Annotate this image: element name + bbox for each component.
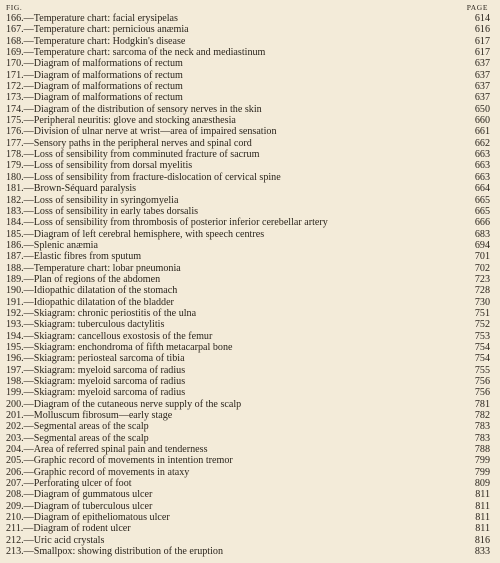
figure-title: Diagram of malformations of rectum (33, 69, 183, 81)
figure-number: 205. (6, 455, 24, 467)
figure-number: 179. (6, 160, 24, 172)
list-item (6, 433, 492, 444)
figure-entry-text: 188.—Temperature chart: lobar pneumonia (6, 262, 181, 274)
figure-number: 184. (6, 217, 24, 229)
figure-title: Area of referred spinal pain and tenderness (33, 444, 208, 456)
figure-title: Temperature chart: Hodgkin's disease (33, 35, 186, 47)
figure-number: 178. (6, 149, 24, 161)
figure-entry-text: 187.—Elastic fibres from sputum (6, 251, 142, 263)
list-item (6, 421, 492, 432)
page-number: 650 (474, 103, 490, 115)
figure-title: Plan of regions of the abdomen (33, 273, 161, 285)
figure-title: Temperature chart: pernicious anæmia (33, 24, 189, 36)
page-number: 754 (474, 353, 490, 365)
list-item (6, 387, 492, 398)
figure-number: 212. (6, 534, 24, 546)
figure-entry-text: 166.—Temperature chart: facial erysipelas (6, 13, 178, 24)
list-item (6, 444, 492, 455)
figure-title: Skiagram: chronic periostitis of the ulna (33, 307, 197, 319)
figure-number: 180. (6, 171, 24, 183)
figure-entry-text: 197.—Skiagram: myeloid sarcoma of radius (6, 364, 186, 376)
page-number: 701 (474, 251, 490, 263)
figure-title: Temperature chart: lobar pneumonia (33, 262, 181, 274)
page-number: 781 (474, 398, 490, 410)
figure-number: 207. (6, 478, 24, 490)
figure-title: Elastic fibres from sputum (33, 251, 142, 263)
figure-number: 191. (6, 296, 24, 308)
figure-entry-text: 176.—Division of ulnar nerve at wrist—area of impaired sensation (6, 126, 277, 138)
figure-title: Skiagram: myeloid sarcoma of radius (33, 364, 186, 376)
page-number: 756 (474, 376, 490, 387)
list-item (6, 92, 492, 103)
figure-title: Skiagram: myeloid sarcoma of radius (33, 376, 186, 387)
figure-number: 188. (6, 262, 24, 274)
figure-entry-text: 202.—Segmental areas of the scalp (6, 421, 149, 433)
figure-number: 203. (6, 432, 24, 444)
figure-title: Diagram of gummatous ulcer (33, 489, 153, 501)
page-number: 753 (474, 330, 490, 342)
figure-title: Temperature chart: facial erysipelas (33, 13, 178, 24)
figure-title: Loss of sensibility in early tabes dorsalis (33, 205, 199, 217)
figure-title: Idiopathic dilatation of the bladder (33, 296, 174, 308)
list-item (6, 149, 492, 160)
figure-title: Smallpox: showing distribution of the eruption (33, 546, 224, 558)
figure-number: 196. (6, 353, 24, 365)
list-item (6, 399, 492, 410)
figure-number: 176. (6, 126, 24, 138)
page-number: 723 (474, 273, 490, 285)
figure-title: Idiopathic dilatation of the stomach (33, 285, 178, 297)
list-item (6, 24, 492, 35)
page-number: 756 (474, 387, 490, 399)
page-number: 799 (474, 466, 490, 478)
figure-number: 170. (6, 58, 24, 70)
figure-number: 198. (6, 376, 24, 387)
list-item (6, 13, 492, 24)
figure-title: Loss of sensibility from dorsal myelitis (33, 160, 193, 172)
list-item (6, 410, 492, 421)
figure-number: 202. (6, 421, 24, 433)
page-number: 663 (474, 149, 490, 161)
page-number: 783 (474, 432, 490, 444)
list-item (6, 172, 492, 183)
list-item (6, 319, 492, 330)
figure-number: 167. (6, 24, 24, 36)
figure-number: 169. (6, 47, 24, 59)
figure-entry-text: 191.—Idiopathic dilatation of the bladder (6, 296, 174, 308)
figure-title: Diagram of left cerebral hemisphere, with speech centres (33, 228, 265, 240)
figure-title: Diagram of rodent ulcer (33, 523, 131, 535)
list-item (6, 263, 492, 274)
page-number: 663 (474, 171, 490, 183)
figure-title: Diagram of malformations of rectum (33, 81, 183, 93)
figure-title: Graphic record of movements in ataxy (33, 466, 190, 478)
page-column-label: PAGE (466, 3, 488, 12)
page-number: 811 (475, 523, 490, 535)
page-number: 637 (474, 81, 490, 93)
figure-number: 195. (6, 341, 24, 353)
figure-number: 171. (6, 69, 24, 81)
list-item (6, 467, 492, 478)
figure-number: 166. (6, 13, 24, 24)
figure-entry-text: 189.—Plan of regions of the abdomen (6, 273, 161, 285)
page-number: 617 (474, 35, 490, 47)
figure-entry-text: 190.—Idiopathic dilatation of the stomach (6, 285, 178, 297)
figure-number: 182. (6, 194, 24, 206)
page-number: 665 (474, 205, 490, 217)
list-item (6, 331, 492, 342)
list-item (6, 274, 492, 285)
figure-number: 208. (6, 489, 24, 501)
figure-number: 189. (6, 273, 24, 285)
page-number: 617 (474, 47, 490, 59)
fig-column-label: FIG. (6, 3, 23, 12)
list-item (6, 138, 492, 149)
page-number: 752 (474, 319, 490, 331)
figure-title: Diagram of tuberculous ulcer (33, 500, 153, 512)
figure-entry-text: 204.—Area of referred spinal pain and tenderness (6, 444, 208, 456)
page-number: 660 (474, 115, 490, 127)
figure-entry-text: 206.—Graphic record of movements in ataxy (6, 466, 190, 478)
page-number: 683 (474, 228, 490, 240)
figure-title: Loss of sensibility from comminuted fracture of sacrum (33, 149, 260, 161)
figure-number: 192. (6, 307, 24, 319)
figure-entry-text: 198.—Skiagram: myeloid sarcoma of radius (6, 376, 186, 387)
figure-entry-text: 196.—Skiagram: periosteal sarcoma of tibia (6, 353, 185, 365)
figure-entry-text: 212.—Uric acid crystals (6, 534, 105, 546)
figure-title: Sensory paths in the peripheral nerves and spinal cord (33, 137, 252, 149)
figure-number: 194. (6, 330, 24, 342)
list-item (6, 501, 492, 512)
figure-title: Perforating ulcer of foot (33, 478, 132, 490)
list-item (6, 104, 492, 115)
figure-entry-text: 179.—Loss of sensibility from dorsal myelitis (6, 160, 193, 172)
page-number: 663 (474, 160, 490, 172)
figure-number: 177. (6, 137, 24, 149)
figure-title: Segmental areas of the scalp (33, 432, 149, 444)
figure-entry-text: 172.—Diagram of malformations of rectum (6, 81, 183, 93)
figure-title: Skiagram: tuberculous dactylitis (33, 319, 165, 331)
figure-number: 181. (6, 183, 24, 195)
figure-number: 197. (6, 364, 24, 376)
page-number: 637 (474, 69, 490, 81)
list-item (6, 36, 492, 47)
list-item (6, 365, 492, 376)
page-number: 833 (474, 546, 490, 558)
list-item (6, 70, 492, 81)
page-number: 799 (474, 455, 490, 467)
figure-number: 186. (6, 239, 24, 251)
figure-entry-text: 178.—Loss of sensibility from comminuted fracture of sacrum (6, 149, 260, 161)
figure-number: 172. (6, 81, 24, 93)
column-header (6, 1, 494, 13)
figure-entry-text: 200.—Diagram of the cutaneous nerve supply of the scalp (6, 398, 242, 410)
page-number: 616 (474, 24, 490, 36)
figure-number: 199. (6, 387, 24, 399)
figure-entry-text: 185.—Diagram of left cerebral hemisphere, with speech centres (6, 228, 265, 240)
figure-entry-text: 167.—Temperature chart: pernicious anæmia (6, 24, 189, 36)
figure-entry-text: 173.—Diagram of malformations of rectum (6, 92, 183, 104)
figure-title: Diagram of malformations of rectum (33, 92, 183, 104)
figure-number: 210. (6, 512, 24, 524)
list-item (6, 183, 492, 194)
figure-entry-text: 183.—Loss of sensibility in early tabes dorsalis (6, 205, 199, 217)
list-item (6, 376, 492, 387)
figure-title: Uric acid crystals (33, 534, 105, 546)
list-item (6, 251, 492, 262)
figure-title: Loss of sensibility from fracture-dislocation of cervical spine (33, 171, 281, 183)
figure-entry-text: 192.—Skiagram: chronic periostitis of the ulna (6, 307, 197, 319)
page-number: 811 (475, 489, 490, 501)
page-number: 637 (474, 58, 490, 70)
figure-title: Skiagram: periosteal sarcoma of tibia (33, 353, 185, 365)
list-item (6, 58, 492, 69)
list-item (6, 297, 492, 308)
page-number: 809 (474, 478, 490, 490)
page-number: 755 (474, 364, 490, 376)
figure-entry-text: 203.—Segmental areas of the scalp (6, 432, 149, 444)
figure-title: Brown-Séquard paralysis (33, 183, 137, 195)
list-item (6, 229, 492, 240)
figure-entry-text: 213.—Smallpox: showing distribution of the eruption (6, 546, 224, 558)
figure-title: Segmental areas of the scalp (33, 421, 149, 433)
figure-number: 174. (6, 103, 24, 115)
figure-entry-text: 193.—Skiagram: tuberculous dactylitis (6, 319, 165, 331)
figure-entry-text: 186.—Splenic anæmia (6, 239, 98, 251)
list-item (6, 195, 492, 206)
figure-title: Loss of sensibility from thrombosis of posterior inferior cerebellar artery (33, 217, 328, 229)
list-item (6, 160, 492, 171)
list-item (6, 535, 492, 546)
figure-entry-text: 175.—Peripheral neuritis: glove and stocking anæsthesia (6, 115, 236, 127)
figure-number: 211. (6, 523, 24, 535)
figure-number: 183. (6, 205, 24, 217)
page-number: 751 (474, 307, 490, 319)
page-number: 728 (474, 285, 490, 297)
page-number: 702 (474, 262, 490, 274)
page-number: 664 (474, 183, 490, 195)
list-item (6, 308, 492, 319)
figure-title: Division of ulnar nerve at wrist—area of impaired sensation (33, 126, 277, 138)
page-number: 614 (474, 13, 490, 24)
figure-number: 175. (6, 115, 24, 127)
figure-number: 187. (6, 251, 24, 263)
figure-number: 201. (6, 410, 24, 422)
figure-entry-text: 195.—Skiagram: enchondroma of fifth metacarpal bone (6, 341, 233, 353)
list-item (6, 546, 492, 557)
list-item (6, 512, 492, 523)
figure-title: Diagram of the cutaneous nerve supply of the scalp (33, 398, 242, 410)
figure-number: 168. (6, 35, 24, 47)
page-number: 783 (474, 421, 490, 433)
figure-entry-text: 194.—Skiagram: cancellous exostosis of the femur (6, 330, 213, 342)
list-item (6, 285, 492, 296)
figure-entry-text: 171.—Diagram of malformations of rectum (6, 69, 183, 81)
page-number: 811 (475, 512, 490, 524)
figure-entry-text: 174.—Diagram of the distribution of sensory nerves in the skin (6, 103, 262, 115)
page-number: 811 (475, 500, 490, 512)
list-item (6, 353, 492, 364)
list-item (6, 478, 492, 489)
figure-title: Splenic anæmia (33, 239, 98, 251)
figure-entry-text: 209.—Diagram of tuberculous ulcer (6, 500, 153, 512)
figure-entry-text: 201.—Molluscum fibrosum—early stage (6, 410, 173, 422)
figure-title: Molluscum fibrosum—early stage (33, 410, 173, 422)
figure-entry-text: 182.—Loss of sensibility in syringomyelia (6, 194, 179, 206)
figure-title: Temperature chart: sarcoma of the neck and mediastinum (33, 47, 266, 59)
figure-number: 200. (6, 398, 24, 410)
page-number: 754 (474, 341, 490, 353)
list-item (6, 240, 492, 251)
figure-entry-text: 170.—Diagram of malformations of rectum (6, 58, 183, 70)
figure-title: Diagram of malformations of rectum (33, 58, 183, 70)
figure-entry-text: 199.—Skiagram: myeloid sarcoma of radius (6, 387, 186, 399)
page-number: 665 (474, 194, 490, 206)
figure-list (6, 13, 492, 558)
page-number: 782 (474, 410, 490, 422)
list-item (6, 115, 492, 126)
page-number: 662 (474, 137, 490, 149)
page-number: 694 (474, 239, 490, 251)
page-number: 661 (474, 126, 490, 138)
figure-entry-text: 181.—Brown-Séquard paralysis (6, 183, 137, 195)
figure-entry-text: 177.—Sensory paths in the peripheral nerves and spinal cord (6, 137, 252, 149)
figure-title: Skiagram: myeloid sarcoma of radius (33, 387, 186, 399)
figure-number: 193. (6, 319, 24, 331)
figure-title: Peripheral neuritis: glove and stocking anæsthesia (33, 115, 236, 127)
list-item (6, 206, 492, 217)
figure-entry-text: 184.—Loss of sensibility from thrombosis of posterior inferior cerebellar artery (6, 217, 328, 229)
figure-entry-text: 207.—Perforating ulcer of foot (6, 478, 132, 490)
figure-number: 185. (6, 228, 24, 240)
list-item (6, 455, 492, 466)
list-item (6, 47, 492, 58)
list-item (6, 489, 492, 500)
page-number: 816 (474, 534, 490, 546)
page-number: 666 (474, 217, 490, 229)
list-item (6, 342, 492, 353)
figure-number: 204. (6, 444, 24, 456)
figure-entry-text: 205.—Graphic record of movements in intention tremor (6, 455, 233, 467)
figure-title: Skiagram: enchondroma of fifth metacarpal bone (33, 341, 233, 353)
figure-entry-text: 210.—Diagram of epitheliomatous ulcer (6, 512, 170, 524)
figure-number: 209. (6, 500, 24, 512)
list-item (6, 126, 492, 137)
figure-entry-text: 180.—Loss of sensibility from fracture-dislocation of cervical spine (6, 171, 281, 183)
page-number: 788 (474, 444, 490, 456)
figure-title: Diagram of the distribution of sensory nerves in the skin (33, 103, 262, 115)
figure-number: 213. (6, 546, 24, 558)
figure-entry-text: 168.—Temperature chart: Hodgkin's disease (6, 35, 186, 47)
figure-title: Skiagram: cancellous exostosis of the femur (33, 330, 213, 342)
list-item (6, 217, 492, 228)
list-item (6, 81, 492, 92)
figure-number: 190. (6, 285, 24, 297)
figure-title: Diagram of epitheliomatous ulcer (33, 512, 170, 524)
figure-title: Loss of sensibility in syringomyelia (33, 194, 179, 206)
figure-number: 173. (6, 92, 24, 104)
figure-title: Graphic record of movements in intention tremor (33, 455, 233, 467)
page-number: 637 (474, 92, 490, 104)
page-number: 730 (474, 296, 490, 308)
figure-entry-text: 211.—Diagram of rodent ulcer (6, 523, 131, 535)
figure-entry-text: 169.—Temperature chart: sarcoma of the neck and mediastinum (6, 47, 266, 59)
list-item (6, 523, 492, 534)
figure-number: 206. (6, 466, 24, 478)
figure-entry-text: 208.—Diagram of gummatous ulcer (6, 489, 153, 501)
